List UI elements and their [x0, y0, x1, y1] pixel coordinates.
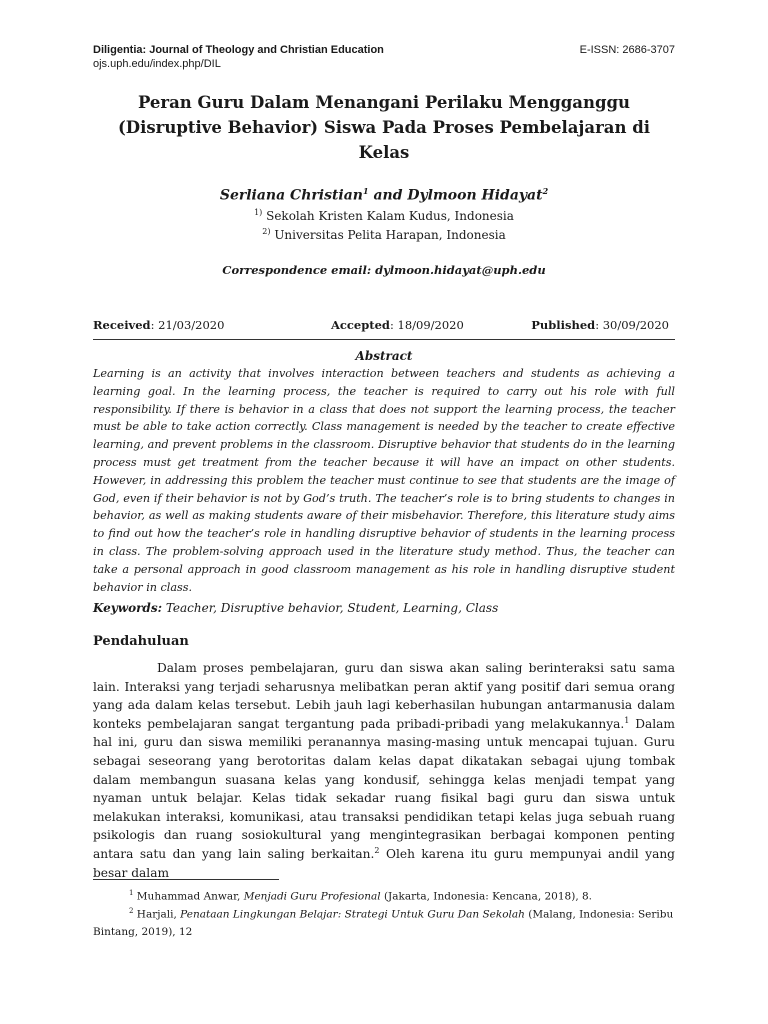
journal-name: Diligentia: Journal of Theology and Christian Education	[93, 44, 384, 56]
issn: E-ISSN: 2686-3707	[579, 44, 675, 56]
footnote-divider	[93, 879, 279, 880]
body-text-2: Dalam hal ini, guru dan siswa memiliki peranannya masing-masing untuk mencapai tujuan. Guru sebagai seseorang yang berotoritas dalam kelas dapat dikatakan sebagai ujung tombak dalam membangun suasana kelas yang kondusif, sehingga kelas menjadi tempat yang nyaman untuk belajar. Kelas tidak sekadar ruang fisikal bagi guru dan siswa untuk melakukan interaksi, komunikasi, atau transaksi pendidikan tetapi kelas juga sebuah ruang psikologis dan ruang sosiokultural yang mengintegrasikan berbagai komponen penting antara satu dan yang lain saling berkaitan.	[93, 716, 675, 861]
published-value: : 30/09/2020	[595, 318, 669, 332]
published-label: Published	[531, 318, 596, 332]
running-header	[93, 44, 675, 70]
keywords	[93, 601, 675, 615]
published-date	[531, 318, 669, 332]
accepted-date	[331, 318, 464, 332]
affiliation-2-text: Universitas Pelita Harapan, Indonesia	[274, 228, 506, 242]
author-2: Dylmoon Hidayat	[407, 187, 543, 204]
body-paragraph	[93, 659, 675, 882]
author-2-affil-mark: 2	[542, 186, 549, 196]
footnote-1-pre: Muhammad Anwar,	[133, 890, 244, 903]
abstract-text: Learning is an activity that involves interaction between teachers and students as achieving a learning goal. In the learning process, the teacher is required to carry out his role with full responsibility. If there is behavior in a class that does not support the learning process, the teacher must be able to take action correctly. Class management is needed by the teacher to create effective learning, and prevent problems in the classroom. Disruptive behavior that students do in the learning process must get treatment from the teacher because it will have an impact on other students. However, in addressing this problem the teacher must continue to see that students are the image of God, even if their behavior is not by God’s truth. The teacher’s role is to bring students to changes in behavior, as well as making students aware of their misbehavior. Therefore, this literature study aims to find out how the teacher’s role in handling disruptive behavior of students in the learning process in class. The problem-solving approach used in the literature study method. Thus, the teacher can take a personal approach in good classroom management as his role in handling disruptive student behavior in class.	[93, 367, 675, 594]
accepted-label: Accepted	[331, 318, 390, 332]
received-value: : 21/03/2020	[150, 318, 225, 332]
footnote-2-pre: Harjali,	[133, 908, 181, 921]
footnote-1-title: Menjadi Guru Profesional	[243, 890, 381, 903]
correspondence-email: Correspondence email: dylmoon.hidayat@uph.edu	[222, 263, 546, 277]
author-1-affil-mark: 1	[363, 186, 369, 196]
header-divider	[93, 339, 675, 340]
affiliation-1	[93, 208, 675, 223]
footnote-2-title: Penataan Lingkungan Belajar: Strategi Untuk Guru Dan Sekolah	[180, 908, 525, 921]
accepted-value: : 18/09/2020	[389, 318, 464, 332]
received-label: Received	[93, 318, 151, 332]
footnote-2-post: (Malang, Indonesia: Seribu Bintang, 2019), 12	[93, 908, 674, 938]
abstract-heading: Abstract	[355, 349, 413, 363]
received-date	[93, 318, 224, 332]
journal-url[interactable]: ojs.uph.edu/index.php/DIL	[93, 58, 221, 70]
affiliation-2	[93, 227, 675, 242]
author-line	[93, 186, 675, 204]
author-conjunction: and	[368, 187, 408, 204]
affiliation-1-text: Sekolah Kristen Kalam Kudus, Indonesia	[266, 209, 514, 223]
footnote-1-mark: 1	[129, 889, 134, 897]
paper-title: Peran Guru Dalam Menangani Perilaku Mengganggu (Disruptive Behavior) Siswa Pada Proses Pembelajaran di Kelas	[117, 93, 651, 162]
body-text-1: Dalam proses pembelajaran, guru dan siswa akan saling berinteraksi satu sama lain. Interaksi yang terjadi seharusnya melibatkan peran aktif yang positif dari semua orang yang ada dalam kelas tersebut. Lebih jauh lagi keberhasilan hubungan antarmanusia dalam konteks pembelajaran sangat tergantung pada pribadi-pribadi yang melakukannya.	[93, 661, 675, 731]
affiliation-2-mark: 2)	[262, 227, 271, 236]
affiliation-1-mark: 1)	[254, 208, 263, 217]
section-heading: Pendahuluan	[93, 634, 189, 649]
footnote-ref-2[interactable]: 2	[374, 845, 380, 855]
footnote-2	[93, 903, 675, 941]
body-text-3: Oleh karena itu guru mempunyai andil yang besar dalam	[93, 846, 675, 880]
footnote-2-mark: 2	[129, 907, 134, 915]
keywords-text: Teacher, Disruptive behavior, Student, Learning, Class	[162, 601, 499, 615]
footnote-1-post: (Jakarta, Indonesia: Kencana, 2018), 8.	[380, 890, 593, 903]
keywords-label: Keywords:	[93, 601, 163, 615]
author-1: Serliana Christian	[219, 187, 363, 204]
footnote-ref-1[interactable]: 1	[624, 715, 630, 725]
